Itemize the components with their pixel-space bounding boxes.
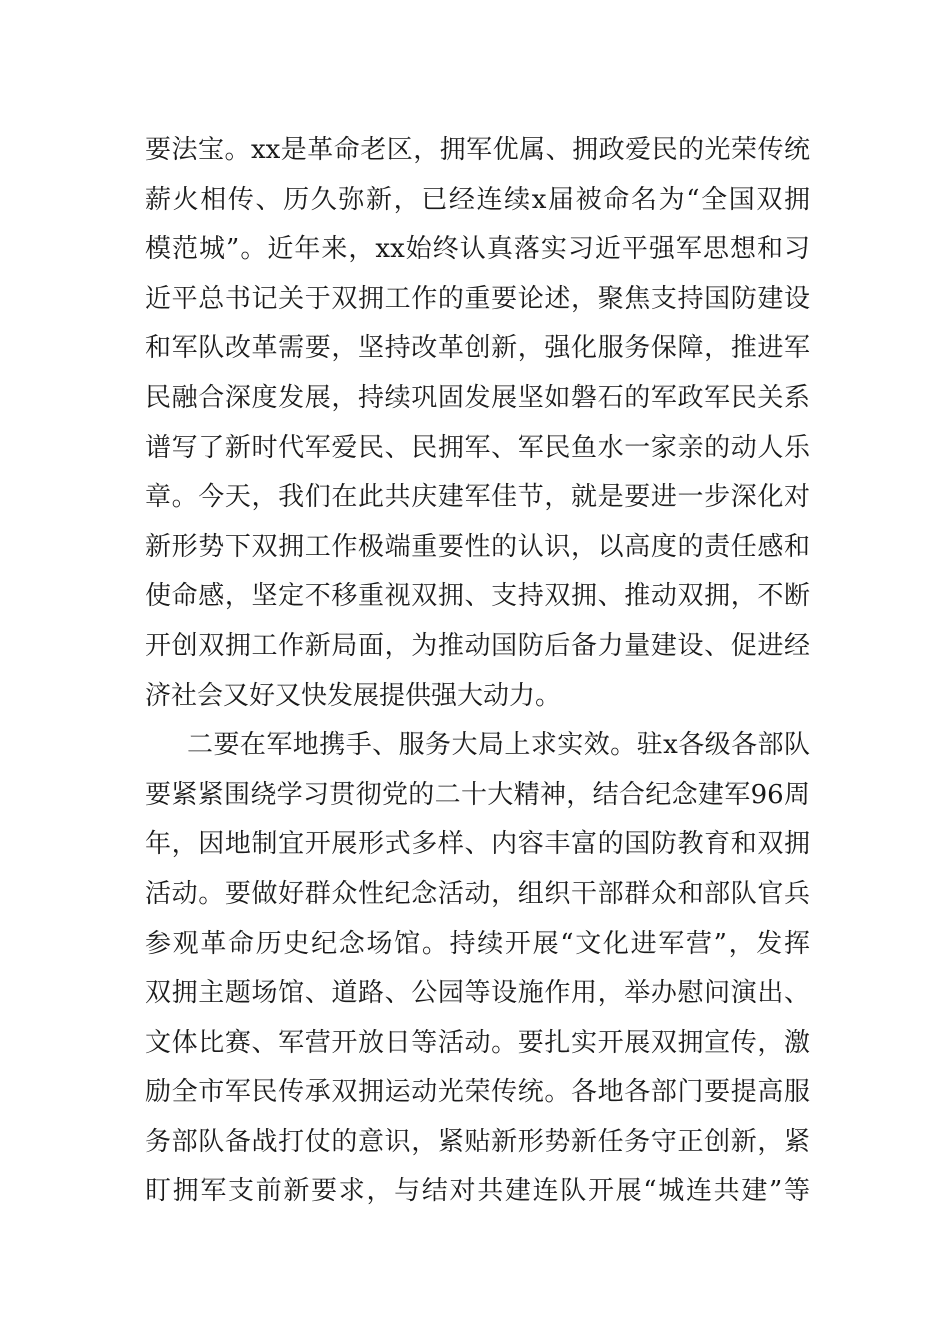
text-line: 务部队备战打仗的意识，紧贴新形势新任务守正创新，紧 — [145, 1126, 810, 1157]
text-line: 开创双拥工作新局面，为推动国防后备力量建设、促进经 — [145, 630, 810, 661]
text-line: 活动。要做好群众性纪念活动，组织干部群众和部队官兵 — [145, 878, 810, 909]
text-line: 新形势下双拥工作极端重要性的认识，以高度的责任感和 — [145, 531, 810, 562]
text-line: 薪火相传、历久弥新，已经连续x届被命名为“全国双拥 — [145, 184, 810, 215]
text-line: 二要在军地携手、服务大局上求实效。驻x各级各部队 — [187, 730, 810, 761]
text-line: 模范城”。近年来，xx始终认真落实习近平强军思想和习 — [145, 234, 810, 265]
paragraph-1 — [145, 126, 810, 721]
text-line: 要法宝。xx是革命老区，拥军优属、拥政爱民的光荣传统 — [145, 135, 810, 165]
text-line: 年，因地制宜开展形式多样、内容丰富的国防教育和双拥 — [145, 829, 810, 860]
text-line: 双拥主题场馆、道路、公园等设施作用，举办慰问演出、 — [145, 978, 810, 1009]
text-line: 民融合深度发展，持续巩固发展坚如磐石的军政军民关系 — [145, 382, 810, 413]
text-line: 要紧紧围绕学习贯彻党的二十大精神，结合纪念建军96周 — [145, 779, 810, 810]
paragraph-2 — [145, 721, 810, 1217]
text-line: 励全市军民传承双拥运动光荣传统。各地各部门要提高服 — [145, 1077, 810, 1108]
text-line: 济社会又好又快发展提供强大动力。 — [145, 680, 562, 711]
document-body — [145, 126, 810, 1217]
text-line: 盯拥军支前新要求，与结对共建连队开展“城连共建”等 — [145, 1176, 810, 1207]
text-line: 参观革命历史纪念场馆。持续开展“文化进军营”，发挥 — [145, 928, 810, 959]
text-line: 和军队改革需要，坚持改革创新，强化服务保障，推进军 — [145, 333, 810, 364]
text-line: 文体比赛、军营开放日等活动。要扎实开展双拥宣传，激 — [145, 1027, 810, 1058]
text-line: 章。今天，我们在此共庆建军佳节，就是要进一步深化对 — [145, 482, 810, 513]
text-line: 近平总书记关于双拥工作的重要论述，聚焦支持国防建设 — [145, 283, 810, 314]
text-line: 使命感，坚定不移重视双拥、支持双拥、推动双拥，不断 — [145, 581, 810, 612]
text-line: 谱写了新时代军爱民、民拥军、军民鱼水一家亲的动人乐 — [145, 432, 810, 463]
